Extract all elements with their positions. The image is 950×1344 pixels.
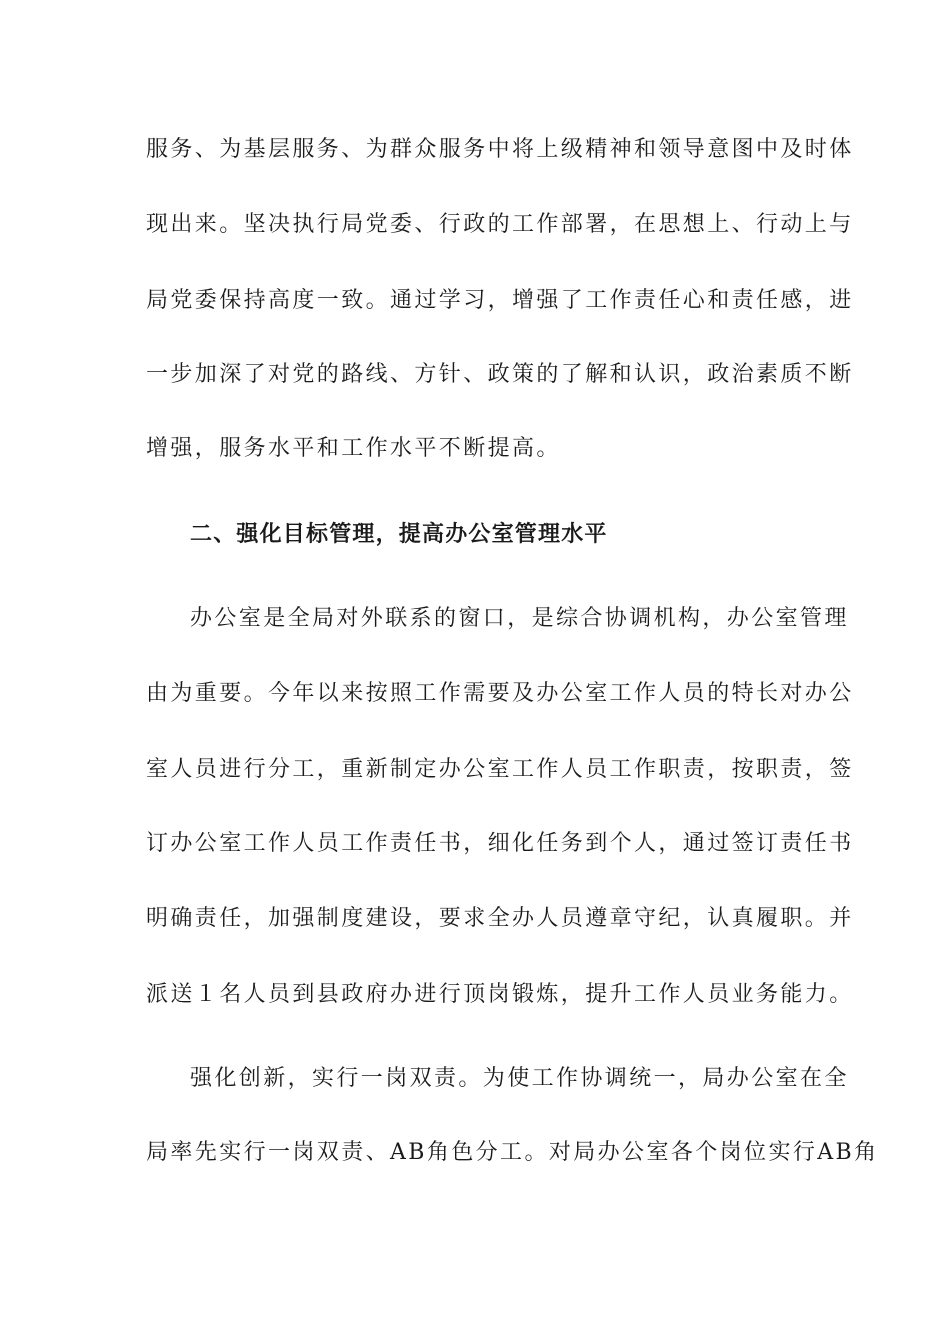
paragraph-first-line: 办公室是全局对外联系的窗口，是综合协调机构，办公室管理 bbox=[190, 606, 849, 631]
body-text-line: 局党委保持高度一致。通过学习，增强了工作责任心和责任感，进 bbox=[146, 288, 854, 313]
paragraph-first-line: 强化创新，实行一岗双责。为使工作协调统一，局办公室在全 bbox=[190, 1066, 849, 1091]
body-text-line: 增强，服务水平和工作水平不断提高。 bbox=[146, 436, 561, 461]
body-text-line: 明确责任，加强制度建设，要求全办人员遵章守纪，认真履职。并 bbox=[146, 906, 854, 931]
body-text-line: 派送１名人员到县政府办进行顶岗锻炼，提升工作人员业务能力。 bbox=[146, 982, 854, 1007]
body-text-line: 一步加深了对党的路线、方针、政策的了解和认识，政治素质不断 bbox=[146, 362, 854, 387]
section-heading: 二、强化目标管理，提高办公室管理水平 bbox=[190, 522, 608, 547]
body-text-line: 局率先实行一岗双责、AB角色分工。对局办公室各个岗位实行AB角 bbox=[146, 1140, 879, 1165]
body-text-line: 服务、为基层服务、为群众服务中将上级精神和领导意图中及时体 bbox=[146, 137, 854, 162]
body-text-line: 订办公室工作人员工作责任书，细化任务到个人，通过签订责任书 bbox=[146, 831, 854, 856]
body-text-line: 现出来。坚决执行局党委、行政的工作部署，在思想上、行动上与 bbox=[146, 212, 854, 237]
body-text-line: 室人员进行分工，重新制定办公室工作人员工作职责，按职责，签 bbox=[146, 757, 854, 782]
body-text-line: 由为重要。今年以来按照工作需要及办公室工作人员的特长对办公 bbox=[146, 681, 854, 706]
